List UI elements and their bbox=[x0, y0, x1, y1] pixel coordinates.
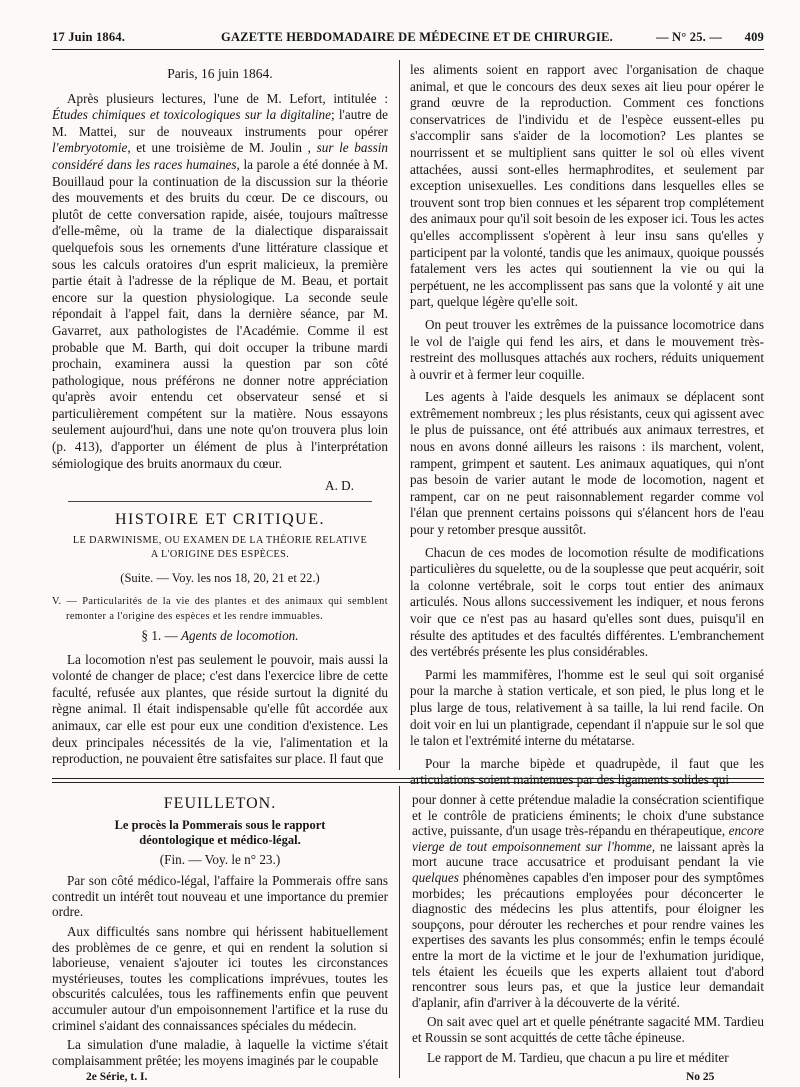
feuilleton-paragraph-1: Par son côté médico-légal, l'affaire la Pommerais offre sans contredit un intérêt tout nouveau et une importance du premier ordre. bbox=[52, 873, 388, 920]
journal-title: GAZETTE HEBDOMADAIRE DE MÉDECINE ET DE CHIRURGIE. bbox=[221, 30, 613, 44]
feuilleton-title: FEUILLETON. bbox=[163, 795, 277, 812]
feuilleton-rule bbox=[52, 778, 764, 783]
feuilleton-right-paragraph-2: On sait avec quel art et quelle pénétrante sagacité MM. Tardieu et Roussin se sont acquittés de cette tâche épineuse. bbox=[412, 1014, 764, 1045]
feuilleton-paragraph-3: La simulation d'une maladie, à laquelle la victime s'était complaisamment prêtée; les moyens imaginés par le coupable bbox=[52, 1037, 388, 1068]
right-paragraph-2: On peut trouver les extrêmes de la puissance locomotrice dans le vol de l'aigle qui fend les airs, et dans le mouvement très-restreint des mollusques attachés aux rochers, réduits uniquement à ouvrir et à fermer leur coquille. bbox=[410, 316, 764, 382]
feuilleton-column-divider bbox=[399, 786, 400, 1078]
feuilleton-right-paragraph-3: Le rapport de M. Tardieu, que chacun a pu lire et méditer bbox=[427, 1049, 729, 1065]
feuilleton-fin-note: (Fin. — Voy. le n° 23.) bbox=[159, 851, 281, 867]
intro-paragraph: Après plusieurs lectures, l'une de M. Lefort, intitulée : Études chimiques et toxicologiques sur la digitaline; l'autre de M. Mattei, sur de nouveaux instruments pour opérer l'embryotomie, et une troisième de M. Joulin , sur le bassin considéré dans les races humaines, la parole a été donnée à M. Bouillaud pour la continuation de la discussion sur la théorie des mouvements et des bruits du cœur. De ce discours, ou plutôt de cette conversation rapide, aisée, toujours maîtresse d'elle-même, où la trame de la dialectique disparaissait quelquefois sous les ornements d'une littérature classique et sous les calculs oratoires d'un esprit malicieux, la première partie était à l'adresse de la réplique de M. Beau, et portait encore sur la question physiologique. La seconde seule répondait à l'appel fait, dans la dernière séance, par M. Gavarret, aux pathologistes de l'Académie. Comme il est probable que M. Barth, qui doit occuper la tribune mardi prochain, examinera aussi la question par son côté pathologique, nous préférons ne donner notre appréciation qu'après avoir entendu cet observateur sensé et si particulièrement compétent sur la matière. Nous essayons seulement aujourd'hui, dans une note qu'on trouvera plus loin (p. 413), d'apporter un élément de plus à l'interprétation sémiologique des bruits anormaux du cœur. bbox=[52, 90, 389, 471]
page-number: 409 bbox=[744, 30, 764, 44]
locomotion-paragraph: La locomotion n'est pas seulement le pouvoir, mais aussi la volonté de changer de place; c'est dans l'exercice libre de cette faculté, refusée aux plantes, que réside surtout la dignité du règne animal. Il était indispensable qu'elle fût accordée aux animaux, car elle est pour eux une condition d'existence. Les deux principales nécessités de la vie, l'alimentation et la reproduction, ne pouvaient être satisfaites sur place. Il faut que bbox=[52, 651, 388, 767]
left-column bbox=[52, 62, 388, 774]
right-paragraph-5: Parmi les mammifères, l'homme est le seul qui soit organisé pour la marche à station verticale, et son pied, le plus long et le plus large de tous, relativement à sa taille, la lui rend facile. On doit voir en lui un plantigrade, cependant il n'appuie sur le sol que le talon et l'extrémité interne du métatarse. bbox=[410, 666, 764, 749]
feuilleton-subtitle: Le procès la Pommerais sous le rapport déontologique et médico-légal. bbox=[114, 817, 326, 847]
issue-date: 17 Juin 1864. bbox=[52, 30, 126, 44]
section-title: HISTOIRE ET CRITIQUE. bbox=[114, 510, 325, 528]
series-footer: 2e Série, t. I. bbox=[86, 1071, 148, 1083]
column-divider bbox=[399, 60, 400, 770]
feuilleton-right-column bbox=[412, 792, 764, 1069]
right-column bbox=[410, 62, 764, 795]
paragraph-heading: § 1. — Agents de locomotion. bbox=[141, 628, 299, 644]
right-paragraph-6: Pour la marche bipède et quadrupède, il faut que les articulations soient maintenues par des ligaments solides qui bbox=[410, 755, 764, 788]
signature-mark: No 25 bbox=[686, 1071, 715, 1083]
feuilleton-right-paragraph-1: pour donner à cette prétendue maladie la consécration scientifique et le contrôle de praticiens éminents; le choix d'une substance active, puissante, d'un usage très-répandu en thérapeutique, encore vierge de tout empoisonnement sur l'homme, ne laissant après la mort aucune trace accusatrice et produisant pendant la vie quelques phénomènes capables d'en imposer pour des symptômes morbides; les précautions employées pour déconcerter le diagnostic des médecins les plus attentifs, pour éloigner les soupçons, pour dérouter les recherches et pour rendre vaines les expertises des savants les plus consommés; enfin le temps écoulé entre la mort de la victime et le jour de l'exhumation juridique, tels étaient les écueils que les experts allaient tout d'abord rencontrer sous leurs pas, et que la justice leur demandait d'aplanir, afin d'arriver à la découverte de la vérité. bbox=[412, 792, 764, 1010]
header-rule bbox=[52, 49, 764, 50]
intro-signature: A. D. bbox=[325, 478, 354, 494]
chapter-heading: V. — Particularités de la vie des plantes et des animaux qui semblent remonter a l'origine des espèces et les rendre immuables. bbox=[52, 596, 388, 622]
issue-number: — N° 25. — bbox=[656, 30, 723, 44]
suite-note: (Suite. — Voy. les nos 18, 20, 21 et 22.) bbox=[120, 571, 320, 586]
feuilleton-paragraph-2: Aux difficultés sans nombre qui hérissent habituellement des problèmes de ce genre, et qui en rendent la solution si laborieuse, venaient s'ajouter ici toutes les circonstances mystérieuses, toutes les complications imprévues, toutes les obscurités calculées, tous les raffinements enfin que peuvent accumuler autour d'un empoisonnement l'artifice et la ruse du criminel s'aidant des connaissances spéciales du médecin. bbox=[52, 923, 388, 1033]
section-divider bbox=[68, 501, 372, 502]
dateline: Paris, 16 juin 1864. bbox=[167, 66, 273, 81]
feuilleton-left-column bbox=[52, 792, 388, 1072]
page-header bbox=[52, 30, 764, 50]
right-paragraph-1: les aliments soient en rapport avec l'organisation de chaque animal, et que le concours des deux sexes ait lieu pour opérer le grand œuvre de la reproduction. Comment ces fonctions conservatrices de l'individu et de l'espèce eussent-elles pu s'accomplir sans s'aider de la locomotion? Les plantes se nourrissent et se multiplient sans quitter le sol où elles vivent attachées, aussi sont-elles hermaphrodites, et seulement par exception unisexuelles. Les conditions dans lesquelles elles se trouvent sont trop bien connues et les séparent trop complétement des animaux pour qu'il soit besoin de les exposer ici. Tous les actes qu'elles accomplissent s'opèrent à leur insu sans qu'elles y participent par la volonté, tandis que les animaux, quoique poussés fatalement vers les actes qui soutiennent la vie ou qui la perpétuent, ne les accomplissent pas sans que la volonté y ait une part, quelque légère qu'elle soit. bbox=[410, 62, 764, 310]
right-paragraph-3: Les agents à l'aide desquels les animaux se déplacent sont extrêmement nombreux ; les plus résistants, ceux qui agissent avec le plus de puissance, ont été attribués aux animaux terrestres, et nous en avons donné ailleurs les raisons : ils marchent, volent, rampent, grimpent et sautent. Les animaux aquatiques, qui n'ont pas besoin de varier autant le mode de locomotion, nagent et rampent, car on ne peut raisonnablement regarder comme vol l'élan que prennent certains poissons qui s'élancent hors de l'eau pour y retomber presque aussitôt. bbox=[410, 389, 764, 538]
section-subtitle: LE DARWINISME, OU EXAMEN DE LA THÉORIE RELATIVE A L'ORIGINE DES ESPÈCES. bbox=[72, 535, 368, 561]
right-paragraph-4: Chacun de ces modes de locomotion résulte de modifications particulières du squelette, ou de la souplesse que peut acquérir, soit la colonne vertébrale, soit le corps tout entier des animaux articulés. Nous allons successivement les indiquer, et nous ferons voir que ce n'est pas au hasard qu'elles sont dues, puisqu'il en résulte des aptitudes et des facultés différentes. L'embranchement des vertébrés présente les plus considérables. bbox=[410, 544, 764, 660]
